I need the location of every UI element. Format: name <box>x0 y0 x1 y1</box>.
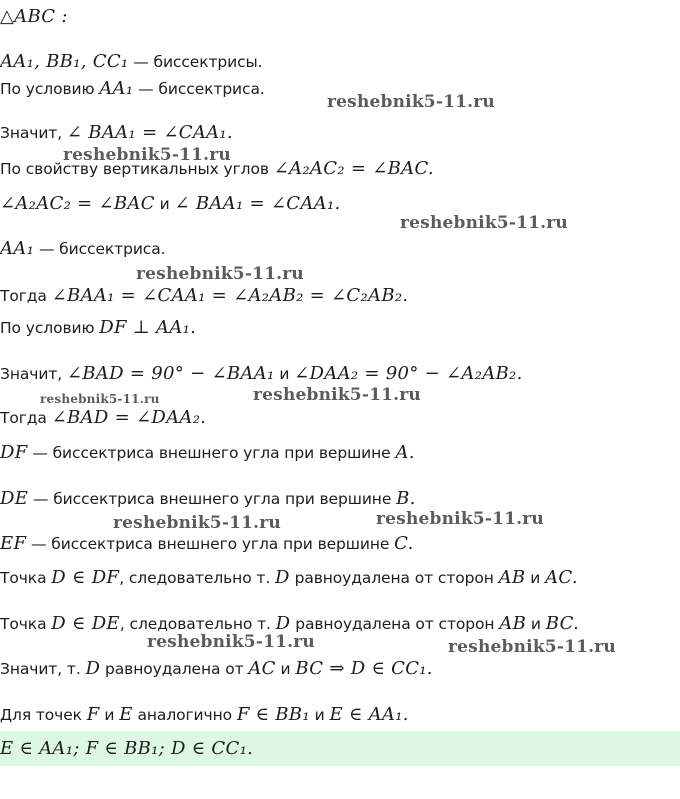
line-3: По условию AA₁ — биссектриса. <box>0 78 265 99</box>
watermark: reshebnik5-11.ru <box>448 637 616 657</box>
line-18: Для точек F и E аналогично F ∈ BB₁ и E ∈ AA₁. <box>0 704 409 725</box>
watermark: reshebnik5-11.ru <box>400 213 568 233</box>
line-6: ∠A₂AC₂ = ∠BAC и ∠ BAA₁ = ∠CAA₁. <box>0 193 341 214</box>
answer-box <box>0 731 680 766</box>
line-10: Значит, ∠BAD = 90° − ∠BAA₁ и ∠DAA₂ = 90° − ∠A₂AB₂. <box>0 363 523 384</box>
line-2: AA₁, BB₁, CC₁ — биссектрисы. <box>0 51 263 72</box>
line-17: Значит, т. D равноудалена от AC и BC ⇒ D ∈ CC₁. <box>0 658 433 679</box>
line-1: △ABC : <box>0 6 68 27</box>
watermark: reshebnik5-11.ru <box>63 145 231 165</box>
line-4: Значит, ∠ BAA₁ = ∠CAA₁. <box>0 122 233 143</box>
line-8: Тогда ∠BAA₁ = ∠CAA₁ = ∠A₂AB₂ = ∠C₂AB₂. <box>0 285 409 306</box>
watermark: reshebnik5-11.ru <box>147 632 315 652</box>
line-12: DF — биссектриса внешнего угла при вершине A. <box>0 442 415 463</box>
line-7: AA₁ — биссектриса. <box>0 238 166 259</box>
answer-text: E ∈ AA₁; F ∈ BB₁; D ∈ CC₁. <box>0 738 254 759</box>
line-9: По условию DF ⊥ AA₁. <box>0 317 197 338</box>
line-14: EF — биссектриса внешнего угла при вершине C. <box>0 533 414 554</box>
line-11: Тогда ∠BAD = ∠DAA₂. <box>0 407 207 428</box>
watermark: reshebnik5-11.ru <box>136 264 304 284</box>
line-5: По свойству вертикальных углов ∠A₂AC₂ = ∠BAC. <box>0 158 434 179</box>
line-15: Точка D ∈ DF, следовательно т. D равноудалена от сторон AB и AC. <box>0 567 578 588</box>
watermark: reshebnik5-11.ru <box>376 509 544 529</box>
watermark: reshebnik5-11.ru <box>327 92 495 112</box>
line-13: DE — биссектриса внешнего угла при вершине B. <box>0 488 416 509</box>
watermark: reshebnik5-11.ru <box>40 392 160 406</box>
watermark: reshebnik5-11.ru <box>253 385 421 405</box>
watermark: reshebnik5-11.ru <box>113 513 281 533</box>
line-16: Точка D ∈ DE, следовательно т. D равноудалена от сторон AB и BC. <box>0 613 580 634</box>
